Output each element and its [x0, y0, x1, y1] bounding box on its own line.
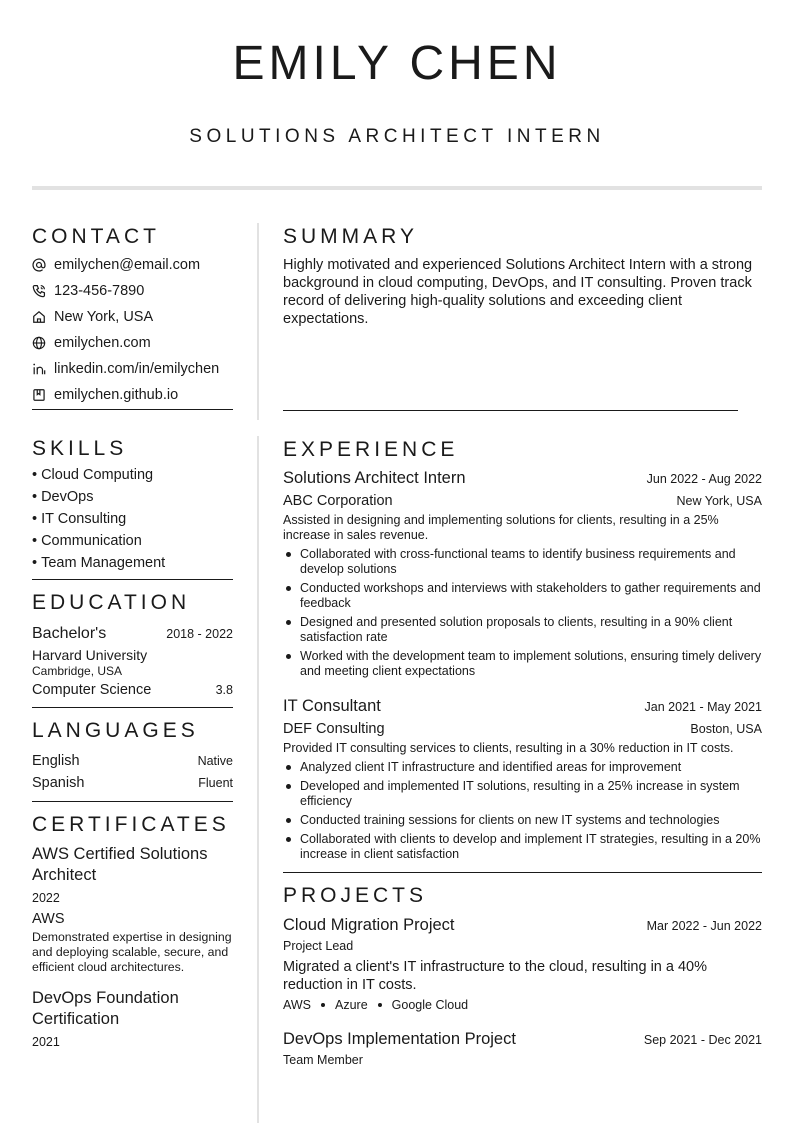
job-description: Assisted in designing and implementing solutions for clients, resulting in a 25% increase in sales revenue. — [283, 513, 719, 542]
job-entry — [283, 695, 762, 862]
skill-item: • Communication — [32, 530, 233, 552]
tag-separator — [321, 1003, 325, 1007]
language-name: English — [32, 753, 80, 769]
certificate-issuer: AWS — [32, 911, 65, 927]
certificates-title: CERTIFICATES — [32, 813, 230, 836]
column-divider-bottom — [257, 436, 259, 1123]
certificate-year: 2022 — [32, 891, 60, 905]
projects-section — [283, 883, 762, 1067]
project-description: Migrated a client's IT infrastructure to the cloud, resulting in a 40% reduction in IT costs. — [283, 959, 708, 993]
contact-section — [32, 224, 233, 410]
project-role: Team Member — [283, 1053, 363, 1067]
certificates-section — [32, 812, 233, 1049]
project-tag: Azure — [335, 998, 368, 1012]
experience-section — [283, 437, 762, 873]
contact-location — [32, 304, 233, 330]
contact-email[interactable] — [32, 252, 233, 278]
job-location: New York, USA — [676, 494, 762, 508]
contact-linkedin-text: linkedin.com/in/emilychen — [54, 361, 220, 377]
certificate-name: AWS Certified Solutions Architect — [32, 845, 208, 884]
skills-divider — [32, 579, 233, 580]
left-column — [32, 224, 233, 1049]
education-degree: Bachelor's — [32, 625, 107, 642]
job-description: Provided IT consulting services to clients, resulting in a 30% reduction in IT costs. — [283, 741, 734, 755]
education-dates: 2018 - 2022 — [166, 627, 233, 641]
candidate-role: SOLUTIONS ARCHITECT INTERN — [189, 126, 605, 147]
contact-title: CONTACT — [32, 225, 160, 248]
education-divider — [32, 707, 233, 708]
contact-website-text: emilychen.com — [54, 335, 151, 351]
contact-location-text: New York, USA — [54, 309, 154, 325]
certificate-year: 2021 — [32, 1035, 60, 1049]
right-column — [283, 224, 762, 1067]
job-dates: Jan 2021 - May 2021 — [644, 700, 762, 714]
project-entry — [283, 1028, 762, 1067]
summary-text: Highly motivated and experienced Solutions Architect Intern with a strong background in cloud computing, DevOps, and IT consulting. Proven track record of delivering high-quality solutions and exceeding client expectations. — [283, 257, 753, 327]
contact-portfolio[interactable] — [32, 382, 233, 408]
certificate-description: Demonstrated expertise in designing and deploying scalable, secure, and efficient cloud architectures. — [32, 930, 232, 974]
project-dates: Mar 2022 - Jun 2022 — [646, 919, 762, 933]
language-name: Spanish — [32, 775, 85, 791]
languages-title: LANGUAGES — [32, 719, 199, 742]
header-divider — [32, 186, 762, 190]
languages-divider — [32, 801, 233, 802]
job-bullet: Collaborated with clients to develop and implement IT strategies, resulting in a 20% increase in client satisfaction — [283, 832, 762, 862]
summary-divider — [283, 410, 738, 411]
project-entry — [283, 914, 762, 1014]
language-level: Native — [197, 754, 233, 768]
contact-email-text: emilychen@email.com — [54, 257, 201, 273]
job-company: ABC Corporation — [283, 493, 393, 509]
education-field: Computer Science — [32, 682, 152, 698]
job-dates: Jun 2022 - Aug 2022 — [646, 472, 762, 486]
job-title: Solutions Architect Intern — [283, 469, 466, 487]
contact-portfolio-text: emilychen.github.io — [54, 387, 179, 403]
project-role: Project Lead — [283, 939, 354, 953]
experience-divider — [283, 872, 762, 873]
home-icon — [32, 310, 46, 324]
contact-phone-text: 123-456-7890 — [54, 283, 145, 299]
at-icon — [32, 258, 46, 272]
job-bullet: Conducted training sessions for clients on new IT systems and technologies — [283, 813, 762, 828]
contact-website[interactable] — [32, 330, 233, 356]
job-bullet: Analyzed client IT infrastructure and identified areas for improvement — [283, 760, 762, 775]
job-bullet: Conducted workshops and interviews with stakeholders to gather requirements and feedback — [283, 581, 762, 611]
education-section — [32, 590, 233, 708]
project-tags — [283, 996, 762, 1014]
project-tag: Google Cloud — [391, 998, 469, 1012]
project-dates: Sep 2021 - Dec 2021 — [643, 1033, 762, 1047]
skill-item: • IT Consulting — [32, 508, 233, 530]
contact-divider — [32, 409, 233, 410]
projects-title: PROJECTS — [283, 884, 428, 907]
project-title: DevOps Implementation Project — [283, 1030, 516, 1048]
contact-phone[interactable] — [32, 278, 233, 304]
column-divider-top — [257, 223, 259, 420]
portfolio-icon — [32, 388, 46, 402]
job-bullet: Designed and presented solution proposals to clients, resulting in a 90% client satisfaction rate — [283, 615, 762, 645]
education-gpa: 3.8 — [215, 683, 233, 697]
skills-section — [32, 436, 233, 580]
education-title: EDUCATION — [32, 591, 191, 614]
tag-separator — [378, 1003, 382, 1007]
project-title: Cloud Migration Project — [283, 916, 455, 934]
certificate-name: DevOps Foundation Certification — [32, 989, 179, 1028]
language-level: Fluent — [198, 776, 233, 790]
job-bullet: Collaborated with cross-functional teams to identify business requirements and develop solutions — [283, 547, 762, 577]
job-bullet: Developed and implemented IT solutions, resulting in a 25% increase in system efficiency — [283, 779, 762, 809]
summary-title: SUMMARY — [283, 225, 418, 248]
job-title: IT Consultant — [283, 697, 381, 715]
job-bullet: Worked with the development team to implement solutions, ensuring timely delivery and meeting client expectations — [283, 649, 762, 679]
project-tag: AWS — [283, 998, 312, 1012]
job-entry — [283, 467, 762, 679]
languages-section — [32, 718, 233, 802]
phone-icon — [32, 284, 46, 298]
linkedin-icon — [32, 362, 46, 376]
job-location: Boston, USA — [690, 722, 762, 736]
summary-section — [283, 224, 762, 411]
globe-icon — [32, 336, 46, 350]
candidate-name: EMILY CHEN — [232, 37, 562, 90]
education-location: Cambridge, USA — [32, 664, 123, 678]
contact-linkedin[interactable] — [32, 356, 233, 382]
experience-title: EXPERIENCE — [283, 438, 459, 461]
job-company: DEF Consulting — [283, 721, 385, 737]
skill-item: • DevOps — [32, 486, 233, 508]
skills-title: SKILLS — [32, 437, 128, 460]
education-school: Harvard University — [32, 647, 148, 663]
skill-item: • Team Management — [32, 552, 233, 574]
skill-item: • Cloud Computing — [32, 464, 233, 486]
